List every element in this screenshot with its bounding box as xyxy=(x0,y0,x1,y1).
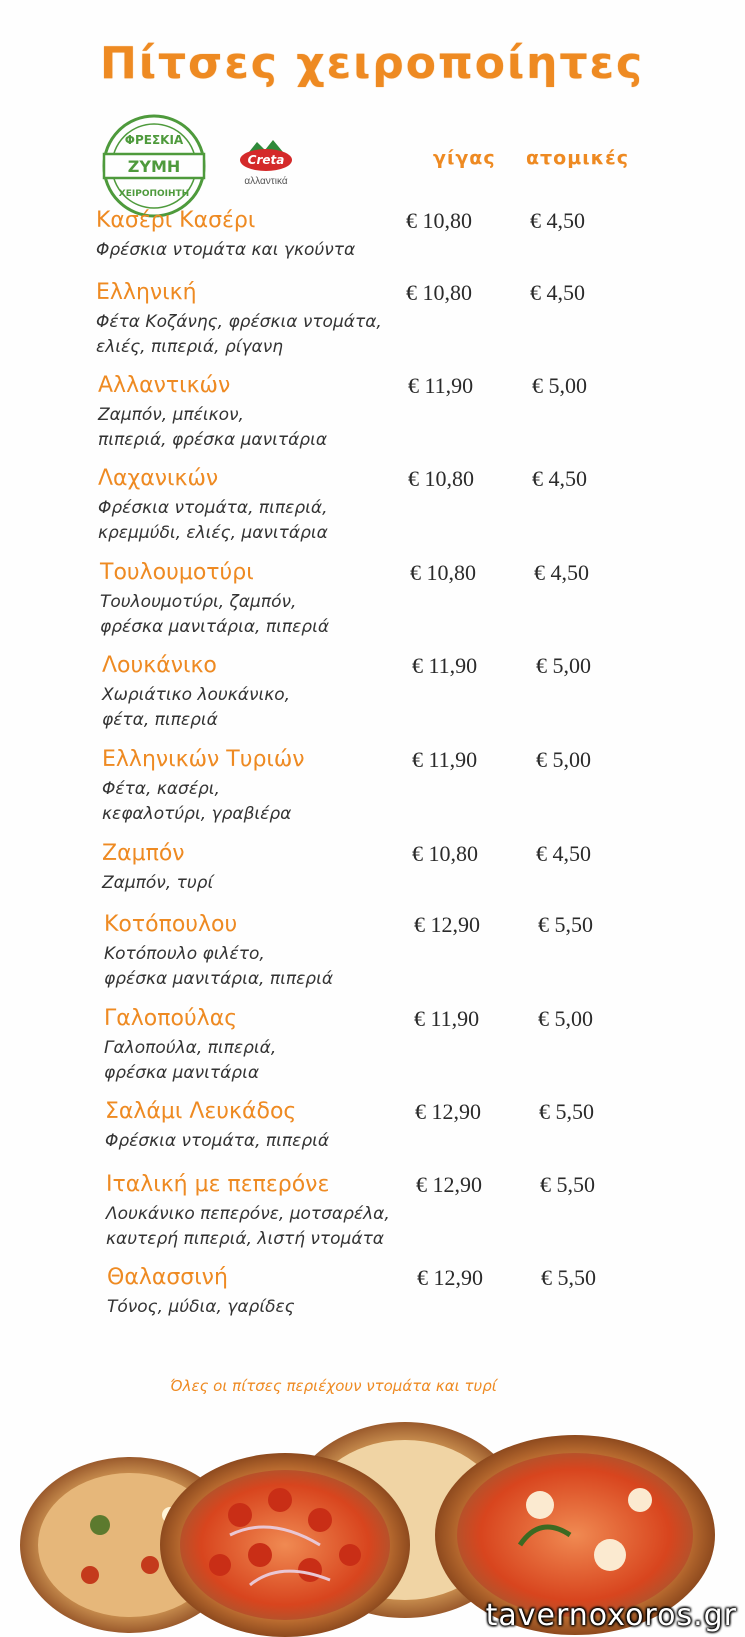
price-large: € 11,90 xyxy=(412,653,478,678)
menu-item-description: Τουλουμοτύρι, ζαμπόν, xyxy=(100,592,297,612)
price-small: € 5,50 xyxy=(539,1099,594,1124)
menu-item-description: φρέσκα μανιτάρια xyxy=(104,1063,260,1083)
price-large: € 12,90 xyxy=(415,1099,481,1124)
price-large: € 10,80 xyxy=(408,466,474,491)
price-large: € 12,90 xyxy=(414,912,480,937)
menu-item-description: Φέτα Κοζάνης, φρέσκια ντομάτα, xyxy=(96,312,382,332)
price-large: € 12,90 xyxy=(417,1265,483,1290)
menu-item-name: Σαλάμι Λευκάδος xyxy=(105,1099,297,1124)
fresh-dough-stamp-icon xyxy=(100,112,208,220)
stamp-middle-text: ΖΥΜΗ xyxy=(127,157,181,176)
menu-item-description: Λουκάνικο πεπερόνε, μοτσαρέλα, xyxy=(106,1204,390,1224)
menu-item-name: Γαλοπούλας xyxy=(104,1006,238,1031)
menu-item-name: Ζαμπόν xyxy=(102,841,185,866)
menu-item-description: ελιές, πιπεριά, ρίγανη xyxy=(96,337,284,357)
watermark-text: tavernoxoros.gr xyxy=(485,1598,737,1633)
menu-item-description: φέτα, πιπεριά xyxy=(102,710,218,730)
menu-item-description: πιπεριά, φρέσκα μανιτάρια xyxy=(98,430,328,450)
price-small: € 5,50 xyxy=(540,1172,595,1197)
menu-item-name: Αλλαντικών xyxy=(98,373,231,398)
price-small: € 4,50 xyxy=(536,841,591,866)
menu-item-name: Λουκάνικο xyxy=(102,653,217,678)
price-large: € 11,90 xyxy=(414,1006,480,1031)
price-small: € 5,00 xyxy=(536,653,591,678)
price-small: € 5,50 xyxy=(538,912,593,937)
menu-item-description: κρεμμύδι, ελιές, μανιτάρια xyxy=(98,523,328,543)
menu-item-description: Ζαμπόν, μπέικον, xyxy=(98,405,244,425)
stamp-top-text: ΦΡΕΣΚΙΑ xyxy=(124,133,184,147)
menu-item-description: Ζαμπόν, τυρί xyxy=(102,873,214,893)
menu-item-name: Κασέρι Κασέρι xyxy=(96,208,256,233)
brand-caption: αλλαντικά xyxy=(244,176,288,187)
menu-item-name: Τουλουμοτύρι xyxy=(100,560,254,585)
price-small: € 5,50 xyxy=(541,1265,596,1290)
menu-item-description: Φέτα, κασέρι, xyxy=(102,779,220,799)
menu-item-description: Φρέσκια ντομάτα, πιπεριά, xyxy=(98,498,328,518)
price-large: € 10,80 xyxy=(406,280,472,305)
menu-item-name: Θαλασσινή xyxy=(107,1265,228,1290)
menu-item-description: καυτερή πιπεριά, λιστή ντομάτα xyxy=(106,1229,385,1249)
price-large: € 11,90 xyxy=(412,747,478,772)
menu-item-description: Γαλοπούλα, πιπεριά, xyxy=(104,1038,277,1058)
price-small: € 5,00 xyxy=(538,1006,593,1031)
price-small: € 4,50 xyxy=(530,208,585,233)
menu-item-description: φρέσκα μανιτάρια, πιπεριά xyxy=(104,969,334,989)
menu-item-description: φρέσκα μανιτάρια, πιπεριά xyxy=(100,617,330,637)
footer-note: Όλες οι πίτσες περιέχουν ντομάτα και τυρί xyxy=(170,1377,497,1395)
menu-item-description: Χωριάτικο λουκάνικο, xyxy=(102,685,291,705)
menu-item-name: Κοτόπουλου xyxy=(104,912,238,937)
page-title: Πίτσες χειροποίητες xyxy=(100,38,645,89)
menu-item-description: κεφαλοτύρι, γραβιέρα xyxy=(102,804,292,824)
price-small: € 4,50 xyxy=(534,560,589,585)
price-large: € 10,80 xyxy=(406,208,472,233)
price-small: € 4,50 xyxy=(532,466,587,491)
price-small: € 5,00 xyxy=(532,373,587,398)
menu-item-description: Κοτόπουλο φιλέτο, xyxy=(104,944,265,964)
price-large: € 10,80 xyxy=(412,841,478,866)
price-large: € 12,90 xyxy=(416,1172,482,1197)
menu-item-name: Ελληνικών Τυριών xyxy=(102,747,305,772)
menu-item-name: Ιταλική με πεπερόνε xyxy=(106,1172,330,1197)
price-small: € 5,00 xyxy=(536,747,591,772)
column-header-large: γίγας xyxy=(433,147,496,169)
price-large: € 10,80 xyxy=(410,560,476,585)
brand-name: Creta xyxy=(247,153,285,167)
stamp-bottom-text: ΧΕΙΡΟΠΟΙΗΤΗ xyxy=(118,189,190,199)
menu-item-name: Λαχανικών xyxy=(98,466,219,491)
menu-item-description: Φρέσκια ντομάτα, πιπεριά xyxy=(105,1131,330,1151)
menu-item-description: Φρέσκια ντομάτα και γκούντα xyxy=(96,240,356,260)
column-header-small: ατομικές xyxy=(526,147,629,169)
menu-item-name: Ελληνική xyxy=(96,280,197,305)
price-large: € 11,90 xyxy=(408,373,474,398)
menu-item-description: Τόνος, μύδια, γαρίδες xyxy=(107,1297,295,1317)
price-small: € 4,50 xyxy=(530,280,585,305)
